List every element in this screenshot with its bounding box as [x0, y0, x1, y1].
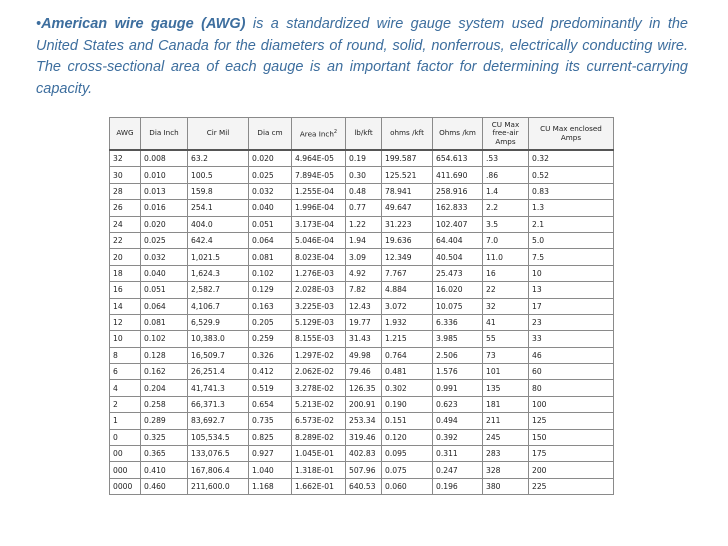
- table-cell: 8: [110, 347, 141, 363]
- table-cell: 100.5: [188, 167, 249, 183]
- header-ohms-km: Ohms /km: [433, 118, 483, 151]
- table-cell: 0.494: [433, 413, 483, 429]
- table-cell: 0.365: [141, 446, 188, 462]
- table-cell: 1.276E-03: [292, 265, 346, 281]
- table-cell: 66,371.3: [188, 396, 249, 412]
- table-cell: 133,076.5: [188, 446, 249, 462]
- table-cell: 0.040: [249, 200, 292, 216]
- table-cell: 12.349: [382, 249, 433, 265]
- table-row: [110, 331, 614, 347]
- table-cell: 2.2: [483, 200, 529, 216]
- table-row: [110, 298, 614, 314]
- table-cell: 49.647: [382, 200, 433, 216]
- table-cell: 6.336: [433, 314, 483, 330]
- table-row: [110, 265, 614, 281]
- table-cell: 1.932: [382, 314, 433, 330]
- table-cell: 211: [483, 413, 529, 429]
- table-cell: 283: [483, 446, 529, 462]
- intro-paragraph: [36, 14, 688, 100]
- table-cell: 0.410: [141, 462, 188, 478]
- table-cell: 41: [483, 314, 529, 330]
- table-row: [110, 183, 614, 199]
- table-cell: 211,600.0: [188, 478, 249, 494]
- table-row: [110, 314, 614, 330]
- table-cell: 4: [110, 380, 141, 396]
- table-row: [110, 167, 614, 183]
- table-cell: 0.081: [249, 249, 292, 265]
- table-cell: 253.34: [346, 413, 382, 429]
- table-cell: 1.255E-04: [292, 183, 346, 199]
- table-cell: 0.129: [249, 282, 292, 298]
- table-cell: 1.4: [483, 183, 529, 199]
- table-cell: 10: [110, 331, 141, 347]
- table-cell: 0.32: [529, 150, 614, 167]
- table-cell: 5.0: [529, 232, 614, 248]
- header-enclosed-amps: CU Max enclosed Amps: [529, 118, 614, 151]
- table-cell: 80: [529, 380, 614, 396]
- table-cell: 28: [110, 183, 141, 199]
- table-cell: 0.013: [141, 183, 188, 199]
- table-cell: 73: [483, 347, 529, 363]
- table-cell: 200: [529, 462, 614, 478]
- table-cell: 0.102: [141, 331, 188, 347]
- table-cell: 0.460: [141, 478, 188, 494]
- bullet: •: [36, 16, 42, 32]
- table-cell: 4.92: [346, 265, 382, 281]
- table-cell: 0.735: [249, 413, 292, 429]
- table-row: [110, 347, 614, 363]
- table-cell: 3.278E-02: [292, 380, 346, 396]
- table-cell: 402.83: [346, 446, 382, 462]
- table-row: [110, 200, 614, 216]
- table-cell: 0.326: [249, 347, 292, 363]
- table-cell: 0.991: [433, 380, 483, 396]
- table-cell: 11.0: [483, 249, 529, 265]
- table-cell: 159.8: [188, 183, 249, 199]
- table-cell: 24: [110, 216, 141, 232]
- table-cell: 0.040: [141, 265, 188, 281]
- table-cell: 5.129E-03: [292, 314, 346, 330]
- table-cell: 0.032: [141, 249, 188, 265]
- table-cell: 12: [110, 314, 141, 330]
- table-cell: 0.060: [382, 478, 433, 494]
- table-cell: 1.996E-04: [292, 200, 346, 216]
- table-cell: 0.008: [141, 150, 188, 167]
- table-cell: 79.46: [346, 364, 382, 380]
- table-cell: 0.204: [141, 380, 188, 396]
- table-cell: 642.4: [188, 232, 249, 248]
- table-cell: 10: [529, 265, 614, 281]
- table-cell: 105,534.5: [188, 429, 249, 445]
- table-cell: 49.98: [346, 347, 382, 363]
- header-cir-mil: Cir Mil: [188, 118, 249, 151]
- table-cell: 0.83: [529, 183, 614, 199]
- table-row: [110, 364, 614, 380]
- table-cell: 225: [529, 478, 614, 494]
- table-cell: 0.247: [433, 462, 483, 478]
- table-cell: 654.613: [433, 150, 483, 167]
- table-cell: 380: [483, 478, 529, 494]
- table-cell: 8.289E-02: [292, 429, 346, 445]
- table-cell: 162.833: [433, 200, 483, 216]
- table-cell: 55: [483, 331, 529, 347]
- table-cell: 19.77: [346, 314, 382, 330]
- header-dia-cm: Dia cm: [249, 118, 292, 151]
- table-cell: 1,021.5: [188, 249, 249, 265]
- table-cell: 23: [529, 314, 614, 330]
- table-cell: 0.623: [433, 396, 483, 412]
- table-row: [110, 232, 614, 248]
- table-cell: 83,692.7: [188, 413, 249, 429]
- table-row: [110, 446, 614, 462]
- table-cell: 126.35: [346, 380, 382, 396]
- table-cell: 0.259: [249, 331, 292, 347]
- table-cell: 0.764: [382, 347, 433, 363]
- table-cell: 1.045E-01: [292, 446, 346, 462]
- table-row: [110, 282, 614, 298]
- table-cell: 0.825: [249, 429, 292, 445]
- table-cell: .53: [483, 150, 529, 167]
- table-cell: 0.025: [141, 232, 188, 248]
- table-cell: 33: [529, 331, 614, 347]
- table-cell: 3.225E-03: [292, 298, 346, 314]
- table-cell: 507.96: [346, 462, 382, 478]
- table-cell: 175: [529, 446, 614, 462]
- table-cell: 2.1: [529, 216, 614, 232]
- table-cell: 0.032: [249, 183, 292, 199]
- table-cell: 0.19: [346, 150, 382, 167]
- table-cell: 0.412: [249, 364, 292, 380]
- table-cell: 7.5: [529, 249, 614, 265]
- table-cell: 319.46: [346, 429, 382, 445]
- table-cell: 3.5: [483, 216, 529, 232]
- table-row: [110, 150, 614, 167]
- table-cell: 2.028E-03: [292, 282, 346, 298]
- table-cell: 40.504: [433, 249, 483, 265]
- table-cell: 101: [483, 364, 529, 380]
- table-cell: 7.767: [382, 265, 433, 281]
- table-cell: 2: [110, 396, 141, 412]
- table-cell: 000: [110, 462, 141, 478]
- table-cell: 258.916: [433, 183, 483, 199]
- intro-text: is a standardized wire gauge system used predominantly in the United States and Canada for the diameters of round, solid, nonferrous, electrically conducting wire. The cross-sectional area of each gauge is an important factor for determining its current-carrying capacity.: [36, 16, 688, 97]
- table-cell: 0.258: [141, 396, 188, 412]
- table-cell: 328: [483, 462, 529, 478]
- table-cell: 0000: [110, 478, 141, 494]
- table-cell: 19.636: [382, 232, 433, 248]
- table-cell: 135: [483, 380, 529, 396]
- table-cell: 0.30: [346, 167, 382, 183]
- table-cell: 0.128: [141, 347, 188, 363]
- table-cell: 0.77: [346, 200, 382, 216]
- table-cell: 0.190: [382, 396, 433, 412]
- table-cell: 3.173E-04: [292, 216, 346, 232]
- table-cell: 0.064: [141, 298, 188, 314]
- table-cell: 150: [529, 429, 614, 445]
- table-cell: 0.654: [249, 396, 292, 412]
- table-cell: 64.404: [433, 232, 483, 248]
- table-cell: 3.072: [382, 298, 433, 314]
- table-cell: 0.102: [249, 265, 292, 281]
- table-cell: 0.519: [249, 380, 292, 396]
- table-cell: 1.040: [249, 462, 292, 478]
- table-cell: 0.311: [433, 446, 483, 462]
- table-cell: 31.43: [346, 331, 382, 347]
- table-row: [110, 478, 614, 494]
- table-cell: 32: [110, 150, 141, 167]
- table-cell: 3.09: [346, 249, 382, 265]
- header-area-inch-label: Area Inch: [299, 129, 334, 139]
- table-cell: 411.690: [433, 167, 483, 183]
- table-cell: 10.075: [433, 298, 483, 314]
- table-cell: 0.051: [249, 216, 292, 232]
- table-cell: 6.573E-02: [292, 413, 346, 429]
- header-row: [110, 118, 614, 151]
- table-cell: 7.82: [346, 282, 382, 298]
- table-row: [110, 380, 614, 396]
- table-cell: 26: [110, 200, 141, 216]
- table-body: [110, 150, 614, 495]
- table-cell: 0.392: [433, 429, 483, 445]
- intro-term: American wire gauge (AWG): [41, 16, 246, 32]
- table-cell: 2.062E-02: [292, 364, 346, 380]
- table-cell: 2.506: [433, 347, 483, 363]
- table-cell: 0.52: [529, 167, 614, 183]
- table-row: [110, 413, 614, 429]
- table-cell: 1.318E-01: [292, 462, 346, 478]
- table-cell: 26,251.4: [188, 364, 249, 380]
- table-cell: 13: [529, 282, 614, 298]
- table-cell: 0.095: [382, 446, 433, 462]
- table-cell: 00: [110, 446, 141, 462]
- table-cell: 6: [110, 364, 141, 380]
- table-cell: 0.051: [141, 282, 188, 298]
- table-cell: 16,509.7: [188, 347, 249, 363]
- table-cell: 0.016: [141, 200, 188, 216]
- table-cell: 0.302: [382, 380, 433, 396]
- table-cell: 0.289: [141, 413, 188, 429]
- table-cell: 0.163: [249, 298, 292, 314]
- table-cell: 0.196: [433, 478, 483, 494]
- squared-superscript: 2: [333, 129, 338, 136]
- table-cell: 0.205: [249, 314, 292, 330]
- table-cell: 12.43: [346, 298, 382, 314]
- table-row: [110, 462, 614, 478]
- header-lb-kft: lb/kft: [346, 118, 382, 151]
- table-cell: 102.407: [433, 216, 483, 232]
- table-cell: 8.023E-04: [292, 249, 346, 265]
- header-free-air-amps: CU Max free-air Amps: [483, 118, 529, 151]
- awg-table: [109, 117, 614, 495]
- table-cell: 0.010: [141, 167, 188, 183]
- table-cell: 7.894E-05: [292, 167, 346, 183]
- table-cell: 125.521: [382, 167, 433, 183]
- header-ohms-kft: ohms /kft: [382, 118, 433, 151]
- table-cell: 16: [483, 265, 529, 281]
- table-row: [110, 429, 614, 445]
- table-cell: 22: [483, 282, 529, 298]
- table-cell: 31.223: [382, 216, 433, 232]
- table-cell: 78.941: [382, 183, 433, 199]
- table-cell: 0.120: [382, 429, 433, 445]
- table-cell: 14: [110, 298, 141, 314]
- table-cell: 1.168: [249, 478, 292, 494]
- table-cell: 199.587: [382, 150, 433, 167]
- table-cell: 5.046E-04: [292, 232, 346, 248]
- table-cell: 5.213E-02: [292, 396, 346, 412]
- table-cell: 7.0: [483, 232, 529, 248]
- table-cell: 125: [529, 413, 614, 429]
- header-area-inch: [292, 118, 346, 151]
- table-cell: 46: [529, 347, 614, 363]
- table-cell: .86: [483, 167, 529, 183]
- table-row: [110, 216, 614, 232]
- table-cell: 63.2: [188, 150, 249, 167]
- table-cell: 0.064: [249, 232, 292, 248]
- table-cell: 60: [529, 364, 614, 380]
- table-cell: 1.297E-02: [292, 347, 346, 363]
- table-cell: 254.1: [188, 200, 249, 216]
- table-cell: 1.3: [529, 200, 614, 216]
- table-cell: 100: [529, 396, 614, 412]
- table-cell: 41,741.3: [188, 380, 249, 396]
- table-cell: 0.927: [249, 446, 292, 462]
- table-cell: 181: [483, 396, 529, 412]
- table-cell: 1,624.3: [188, 265, 249, 281]
- table-cell: 1.215: [382, 331, 433, 347]
- table-cell: 245: [483, 429, 529, 445]
- table-cell: 17: [529, 298, 614, 314]
- table-cell: 4.964E-05: [292, 150, 346, 167]
- table-cell: 0.020: [249, 150, 292, 167]
- table-row: [110, 396, 614, 412]
- table-cell: 0.325: [141, 429, 188, 445]
- table-cell: 16: [110, 282, 141, 298]
- table-cell: 0.48: [346, 183, 382, 199]
- table-cell: 1.22: [346, 216, 382, 232]
- table-cell: 20: [110, 249, 141, 265]
- table-cell: 30: [110, 167, 141, 183]
- header-awg: AWG: [110, 118, 141, 151]
- table-cell: 32: [483, 298, 529, 314]
- table-cell: 1.576: [433, 364, 483, 380]
- table-cell: 0: [110, 429, 141, 445]
- table-row: [110, 249, 614, 265]
- table-cell: 0.020: [141, 216, 188, 232]
- table-cell: 0.162: [141, 364, 188, 380]
- table-cell: 3.985: [433, 331, 483, 347]
- table-cell: 0.481: [382, 364, 433, 380]
- table-cell: 200.91: [346, 396, 382, 412]
- table-cell: 1.94: [346, 232, 382, 248]
- table-cell: 404.0: [188, 216, 249, 232]
- table-cell: 1.662E-01: [292, 478, 346, 494]
- table-cell: 1: [110, 413, 141, 429]
- table-cell: 4.884: [382, 282, 433, 298]
- table-cell: 10,383.0: [188, 331, 249, 347]
- awg-table-container: [109, 117, 613, 515]
- table-cell: 8.155E-03: [292, 331, 346, 347]
- header-dia-inch: Dia Inch: [141, 118, 188, 151]
- table-cell: 18: [110, 265, 141, 281]
- table-cell: 16.020: [433, 282, 483, 298]
- table-cell: 0.151: [382, 413, 433, 429]
- table-cell: 167,806.4: [188, 462, 249, 478]
- table-cell: 4,106.7: [188, 298, 249, 314]
- table-cell: 0.075: [382, 462, 433, 478]
- table-cell: 2,582.7: [188, 282, 249, 298]
- table-cell: 6,529.9: [188, 314, 249, 330]
- table-cell: 640.53: [346, 478, 382, 494]
- table-cell: 0.081: [141, 314, 188, 330]
- table-cell: 22: [110, 232, 141, 248]
- table-cell: 0.025: [249, 167, 292, 183]
- table-cell: 25.473: [433, 265, 483, 281]
